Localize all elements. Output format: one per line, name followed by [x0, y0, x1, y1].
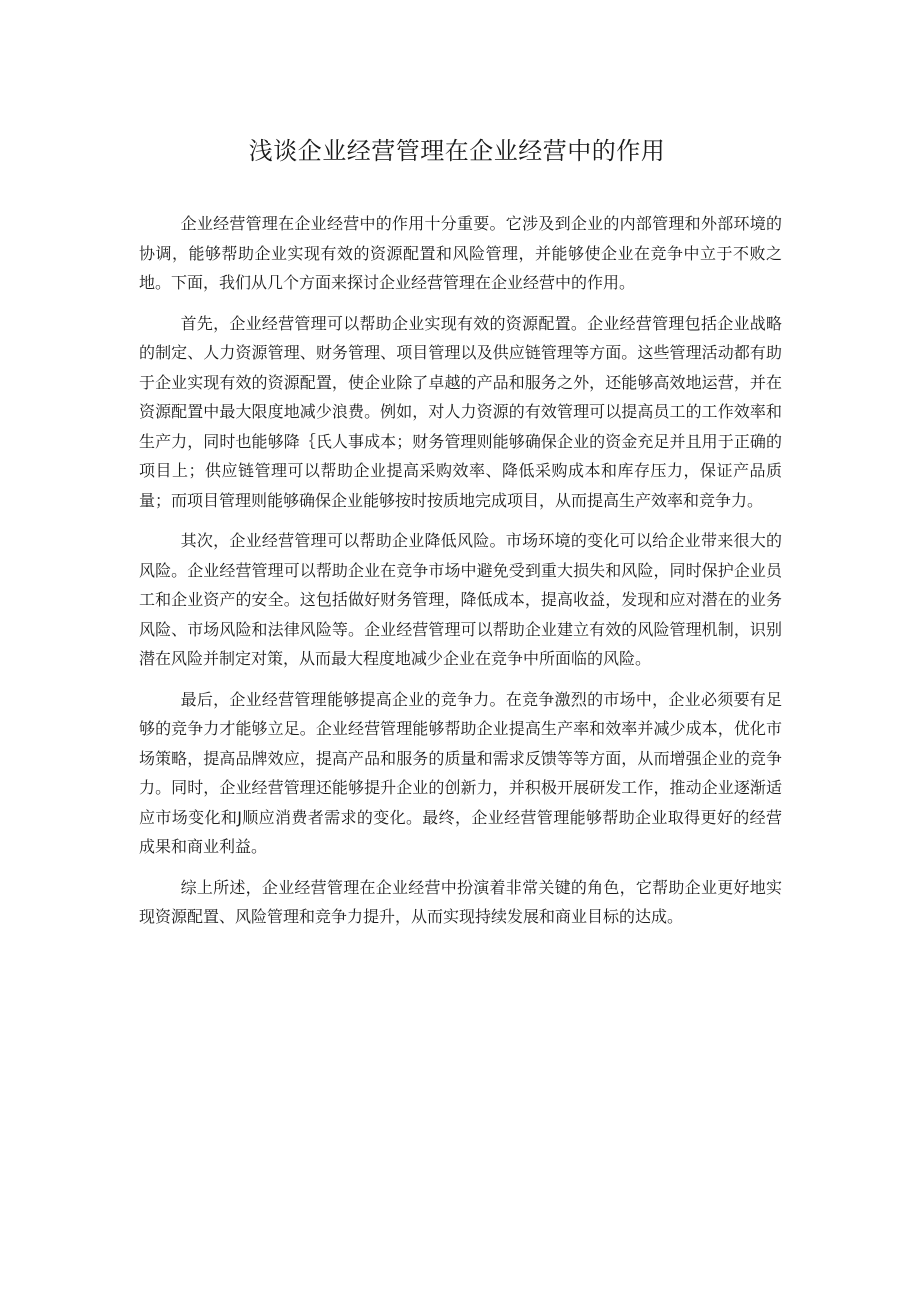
document-title: 浅谈企业经营管理在企业经营中的作用	[248, 137, 666, 165]
paragraph-competitiveness: 最后，企业经营管理能够提高企业的竞争力。在竞争激烈的市场中，企业必须要有足够的竞争力才能够立足。企业经营管理能够帮助企业提高生产率和效率并减少成本，优化市场策略，提高品牌效应，提高产品和服务的质量和需求反馈等等方面，从而增强企业的竞争力。同时，企业经营管理还能够提升企业的创新力，并积极开展研发工作，推动企业逐渐适应市场变化和J顺应消费者需求的变化。最终，企业经营管理能够帮助企业取得更好的经营成果和商业利益。	[139, 689, 782, 856]
paragraph-conclusion: 综上所述，企业经营管理在企业经营中扮演着非常关键的角色，它帮助企业更好地实现资源配置、风险管理和竞争力提升，从而实现持续发展和商业目标的达成。	[139, 877, 782, 926]
document-body	[139, 209, 782, 943]
paragraph-intro: 企业经营管理在企业经营中的作用十分重要。它涉及到企业的内部管理和外部环境的协调，能够帮助企业实现有效的资源配置和风险管理，并能够使企业在竞争中立于不败之地。下面，我们从几个方面来探讨企业经营管理在企业经营中的作用。	[139, 214, 782, 292]
paragraph-resource-allocation: 首先，企业经营管理可以帮助企业实现有效的资源配置。企业经营管理包括企业战略的制定、人力资源管理、财务管理、项目管理以及供应链管理等方面。这些管理活动都有助于企业实现有效的资源配置，使企业除了卓越的产品和服务之外，还能够高效地运营，并在资源配置中最大限度地减少浪费。例如，对人力资源的有效管理可以提高员工的工作效率和生产力，同时也能够降｛氏人事成本；财务管理则能够确保企业的资金充足并且用于正确的项目上；供应链管理可以帮助企业提高采购效率、降低采购成本和库存压力，保证产品质量；而项目管理则能够确保企业能够按时按质地完成项目，从而提高生产效率和竞争力。	[139, 313, 782, 510]
paragraph-risk-reduction: 其次，企业经营管理可以帮助企业降低风险。市场环境的变化可以给企业带来很大的风险。企业经营管理可以帮助企业在竞争市场中避免受到重大损失和风险，同时保护企业员工和企业资产的安全。这包括做好财务管理，降低成本，提高收益，发现和应对潜在的业务风险、市场风险和法律风险等。企业经营管理可以帮助企业建立有效的风险管理机制，识别潜在风险并制定对策，从而最大程度地减少企业在竞争中所面临的风险。	[139, 531, 782, 668]
